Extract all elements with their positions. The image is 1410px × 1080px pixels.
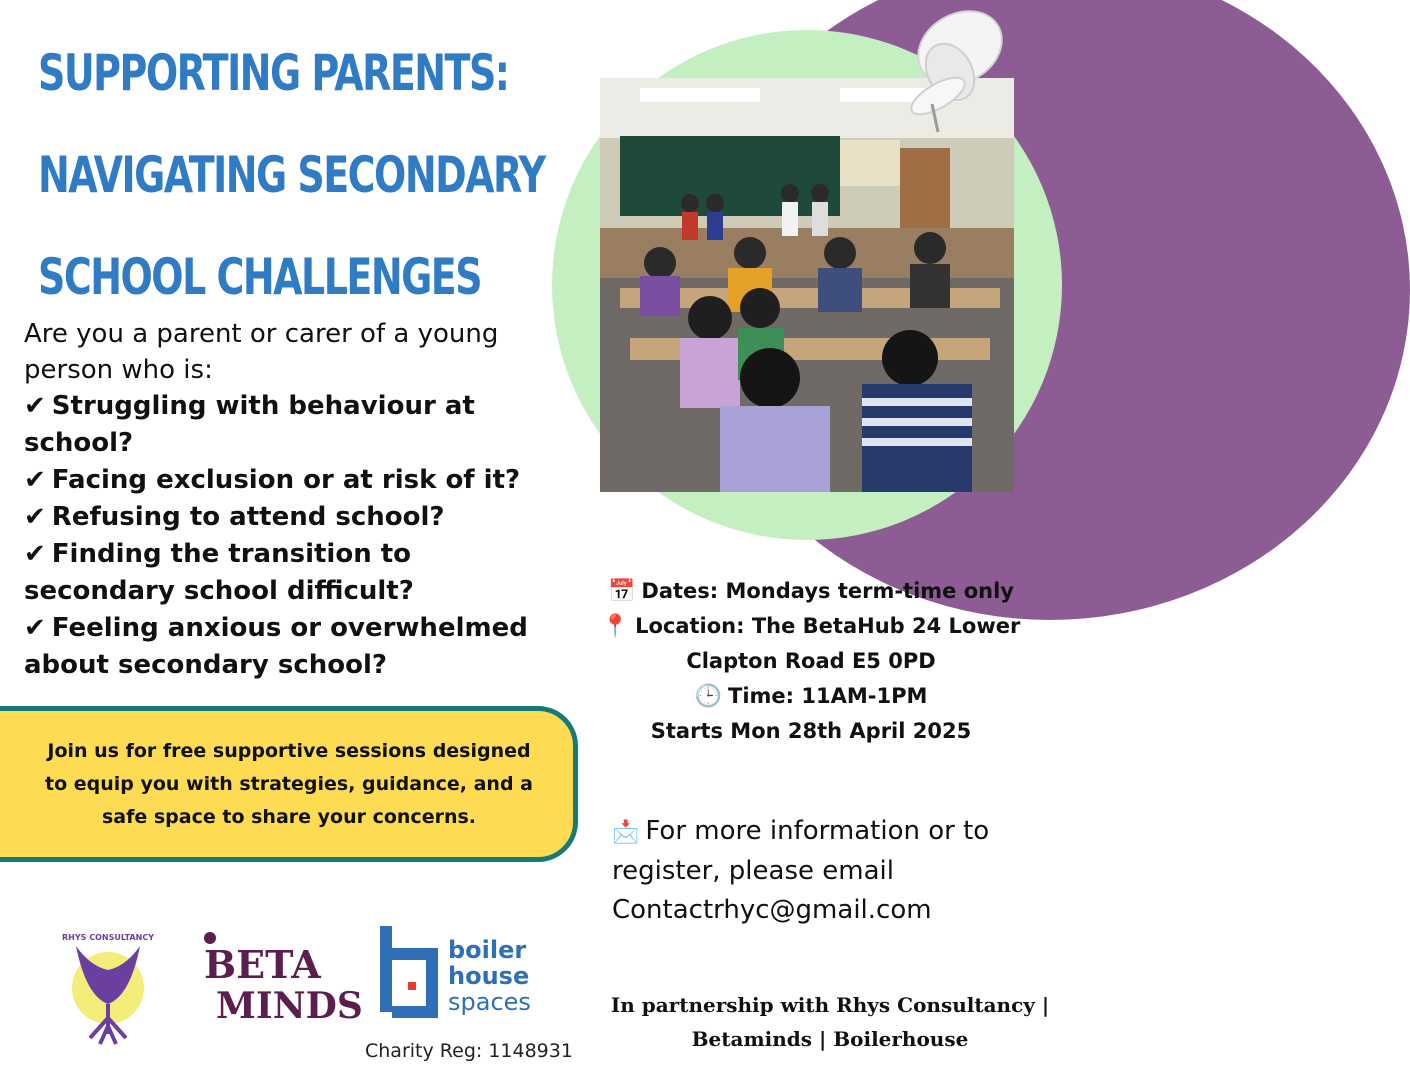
contact-email-link[interactable]: Contactrhyc@gmail.com [612,895,932,925]
check-icon: ✔ [24,391,46,421]
checklist-item: ✔ Feeling anxious or overwhelmed about secondary school? [24,613,528,680]
starts-line: Starts Mon 28th April 2025 [650,719,972,743]
betaminds-logo [196,928,363,1028]
join-text: Join us for free supportive sessions designed to equip you with strategies, guidance, and a safe space to share your concerns. [44,739,533,828]
location-line: 📍 Location: The BetaHub 24 Lower Clapton Road E5 0PD [601,614,1021,673]
classroom-photo [600,78,1014,492]
pin-icon: 📍 [601,614,630,639]
calendar-icon: 📅 [607,579,636,604]
clock-icon: 🕒 [694,684,723,709]
session-details [586,574,1036,749]
check-icon: ✔ [24,613,46,643]
svg-text:BETA: BETA [204,942,321,987]
check-icon: ✔ [24,539,46,569]
check-icon: ✔ [24,502,46,532]
svg-text:house: house [448,962,530,990]
svg-text:MINDS: MINDS [216,985,363,1027]
checklist-item: ✔ Struggling with behaviour at school? [24,391,475,458]
dates-line: 📅 Dates: Mondays term-time only [607,579,1014,604]
svg-text:spaces: spaces [448,988,531,1016]
svg-text:boiler: boiler [448,936,527,964]
title-line-3: SCHOOL CHALLENGES [38,248,482,306]
title-line-2: NAVIGATING SECONDARY [38,146,545,204]
time-line: 🕒 Time: 11AM-1PM [694,684,928,709]
page-title [38,22,545,328]
rhys-consultancy-logo [56,926,160,1046]
join-callout [0,706,578,862]
check-icon: ✔ [24,465,46,495]
checklist-item: ✔ Finding the transition to secondary school difficult? [24,539,414,606]
contact-text: 📩 For more information or to register, please email [612,816,990,886]
checklist-item: ✔ Refusing to attend school? [24,502,445,532]
envelope-icon: 📩 [612,820,640,845]
boilerhouse-logo [378,924,548,1020]
title-line-1: SUPPORTING PARENTS: [38,44,509,102]
contact-section [612,812,1062,930]
partnership-credit: In partnership with Rhys Consultancy | Betaminds | Boilerhouse [610,993,1050,1051]
intro-section [24,316,564,684]
intro-lead: Are you a parent or carer of a young person who is: [24,319,499,385]
checklist-item: ✔ Facing exclusion or at risk of it? [24,465,521,495]
pushpin-icon [898,0,1018,140]
svg-text:RHYS CONSULTANCY: RHYS CONSULTANCY [62,933,154,942]
charity-registration: Charity Reg: 1148931 [365,1040,573,1062]
concerns-checklist [24,388,564,684]
